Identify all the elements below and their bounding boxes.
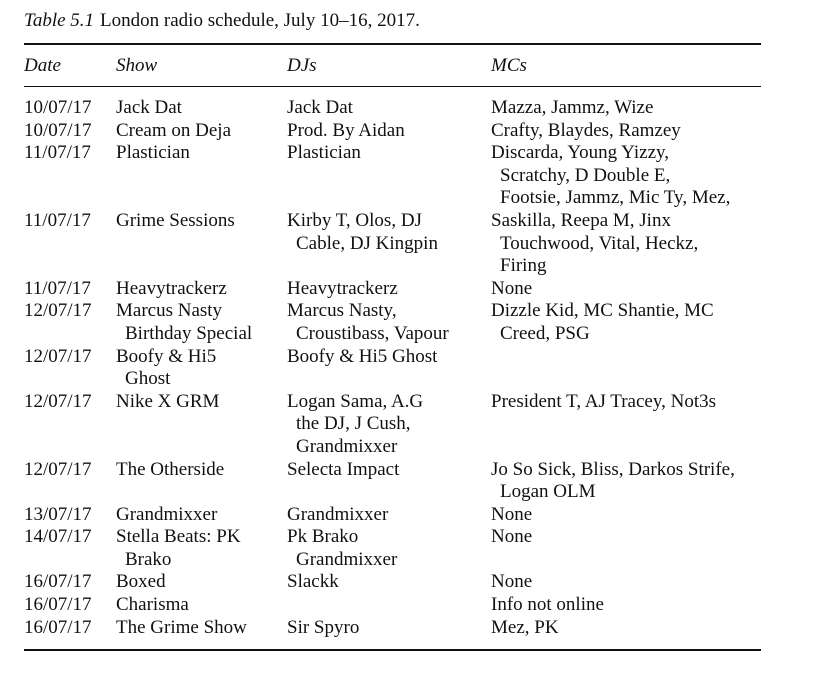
cell-mcs — [491, 617, 761, 640]
cell-date: 11/07/17 — [24, 142, 91, 164]
cell-mcs — [491, 504, 761, 527]
cell-date: 12/07/17 — [24, 345, 92, 367]
cell-djs-line: Selecta Impact — [287, 458, 400, 480]
cell-show-line: Cream on Deja — [116, 119, 232, 141]
cell-mcs — [491, 300, 761, 345]
cell-mcs-line: Discarda, Young Yizzy, — [491, 142, 670, 164]
cell-mcs — [491, 571, 761, 594]
cell-djs-line: the DJ, J Cush, — [296, 413, 411, 435]
table-row — [24, 278, 761, 301]
cell-date: 12/07/17 — [24, 390, 92, 412]
cell-show-line: Plastician — [116, 142, 190, 164]
cell-show-line: Stella Beats: PK — [116, 526, 241, 548]
cell-show-line: Brako — [125, 548, 172, 570]
cell-show-line: Boofy & Hi5 — [116, 345, 217, 367]
cell-date: 11/07/17 — [24, 209, 91, 231]
cell-mcs-line: Jo So Sick, Bliss, Darkos Strife, — [491, 458, 735, 480]
cell-djs — [287, 300, 491, 345]
table-row — [24, 459, 761, 504]
cell-djs — [287, 391, 491, 459]
table-row — [24, 97, 761, 120]
cell-show-line: Birthday Special — [125, 322, 253, 344]
cell-show — [116, 97, 287, 120]
table-row — [24, 594, 761, 617]
cell-show-line: Grandmixxer — [116, 503, 218, 525]
cell-mcs — [491, 97, 761, 120]
cell-show — [116, 300, 287, 345]
cell-mcs — [491, 594, 761, 617]
cell-show — [116, 210, 287, 278]
cell-date: 12/07/17 — [24, 300, 92, 322]
cell-show-line: Marcus Nasty — [116, 300, 223, 322]
cell-show-line: Jack Dat — [116, 97, 182, 118]
cell-mcs-line: President T, AJ Tracey, Not3s — [491, 390, 717, 412]
cell-show — [116, 594, 287, 617]
cell-djs — [287, 526, 491, 571]
cell-djs-line: Grandmixxer — [287, 503, 389, 525]
cell-date: 11/07/17 — [24, 277, 91, 299]
header-show: Show — [116, 55, 158, 76]
cell-mcs-line: None — [491, 571, 533, 593]
cell-show — [116, 617, 287, 640]
cell-djs-line: Logan Sama, A.G — [287, 390, 424, 412]
table-row — [24, 571, 761, 594]
cell-mcs-line: None — [491, 526, 533, 548]
cell-show — [116, 278, 287, 301]
cell-date: 14/07/17 — [24, 526, 92, 548]
cell-show-line: Boxed — [116, 571, 166, 593]
cell-show-line: Nike X GRM — [116, 390, 220, 412]
cell-djs — [287, 120, 491, 143]
cell-show-line: Charisma — [116, 594, 189, 616]
table-row — [24, 210, 761, 278]
cell-show-line: The Grime Show — [116, 616, 247, 638]
cell-mcs — [491, 459, 761, 504]
cell-mcs-line: Crafty, Blaydes, Ramzey — [491, 119, 681, 141]
table-row — [24, 617, 761, 640]
cell-djs-line: Marcus Nasty, — [287, 300, 397, 322]
cell-date: 13/07/17 — [24, 503, 92, 525]
cell-djs — [287, 97, 491, 120]
cell-djs-line: Grandmixxer — [296, 435, 398, 457]
cell-show-line: Heavytrackerz — [116, 277, 227, 299]
cell-show — [116, 120, 287, 143]
table-bottom-rule — [24, 649, 761, 651]
cell-show — [116, 571, 287, 594]
cell-mcs-line: Info not online — [491, 594, 604, 616]
cell-mcs-line: Firing — [500, 255, 547, 277]
table-row — [24, 142, 761, 210]
cell-djs-line: Slackk — [287, 571, 339, 593]
cell-djs-line: Jack Dat — [287, 97, 353, 118]
cell-mcs — [491, 278, 761, 301]
cell-mcs-line: None — [491, 277, 533, 299]
cell-djs — [287, 346, 491, 391]
cell-djs — [287, 278, 491, 301]
cell-djs-line: Prod. By Aidan — [287, 119, 405, 141]
table-row — [24, 300, 761, 345]
cell-show-line: Grime Sessions — [116, 209, 235, 231]
cell-mcs — [491, 526, 761, 571]
cell-djs-line: Kirby T, Olos, DJ — [287, 209, 422, 231]
cell-mcs — [491, 120, 761, 143]
cell-mcs-line: Creed, PSG — [500, 322, 590, 344]
cell-mcs-line: Mazza, Jammz, Wize — [491, 97, 654, 118]
cell-mcs-line: Footsie, Jammz, Mic Ty, Mez, — [500, 187, 731, 209]
cell-show — [116, 526, 287, 571]
cell-date: 10/07/17 — [24, 97, 92, 118]
cell-date: 16/07/17 — [24, 616, 92, 638]
table-caption-label: Table 5.1 — [24, 10, 95, 31]
cell-mcs — [491, 346, 761, 391]
cell-djs-line: Pk Brako — [287, 526, 359, 548]
table-caption — [24, 9, 420, 33]
table-row — [24, 120, 761, 143]
cell-mcs-line: None — [491, 503, 533, 525]
cell-show — [116, 459, 287, 504]
cell-djs — [287, 459, 491, 504]
table-caption-title: London radio schedule, July 10–16, 2017. — [100, 10, 420, 31]
cell-mcs-line: Touchwood, Vital, Heckz, — [500, 232, 699, 254]
cell-djs — [287, 571, 491, 594]
cell-show — [116, 346, 287, 391]
header-mcs: MCs — [491, 55, 527, 76]
cell-mcs-line: Dizzle Kid, MC Shantie, MC — [491, 300, 714, 322]
cell-djs-line: Grandmixxer — [296, 548, 398, 570]
cell-mcs — [491, 391, 761, 459]
cell-djs — [287, 594, 491, 617]
table-row — [24, 391, 761, 459]
cell-djs-line: Boofy & Hi5 Ghost — [287, 345, 438, 367]
cell-djs-line: Plastician — [287, 142, 361, 164]
table-header-rule — [24, 86, 761, 87]
cell-mcs-line: Logan OLM — [500, 481, 596, 503]
cell-djs — [287, 617, 491, 640]
cell-djs — [287, 210, 491, 278]
table-header-row — [24, 54, 761, 78]
cell-show — [116, 391, 287, 459]
cell-mcs-line: Scratchy, D Double E, — [500, 164, 671, 186]
cell-djs-line: Heavytrackerz — [287, 277, 398, 299]
header-djs: DJs — [287, 55, 317, 76]
schedule-table — [24, 97, 761, 639]
cell-mcs-line: Saskilla, Reepa M, Jinx — [491, 209, 671, 231]
cell-djs — [287, 142, 491, 210]
cell-date: 10/07/17 — [24, 119, 92, 141]
table-row — [24, 526, 761, 571]
cell-djs-line: Cable, DJ Kingpin — [296, 232, 438, 254]
table-top-rule — [24, 43, 761, 45]
cell-date: 12/07/17 — [24, 458, 92, 480]
cell-show-line: Ghost — [125, 368, 171, 390]
cell-show-line: The Otherside — [116, 458, 225, 480]
cell-djs-line: Sir Spyro — [287, 616, 360, 638]
schedule-table-body — [24, 97, 761, 639]
table-row — [24, 346, 761, 391]
cell-show — [116, 504, 287, 527]
cell-djs — [287, 504, 491, 527]
cell-mcs — [491, 142, 761, 210]
header-date: Date — [24, 55, 61, 76]
cell-mcs-line: Mez, PK — [491, 616, 559, 638]
table-row — [24, 504, 761, 527]
cell-show — [116, 142, 287, 210]
cell-date: 16/07/17 — [24, 571, 92, 593]
cell-mcs — [491, 210, 761, 278]
cell-djs-line: Croustibass, Vapour — [296, 322, 449, 344]
cell-date: 16/07/17 — [24, 594, 92, 616]
